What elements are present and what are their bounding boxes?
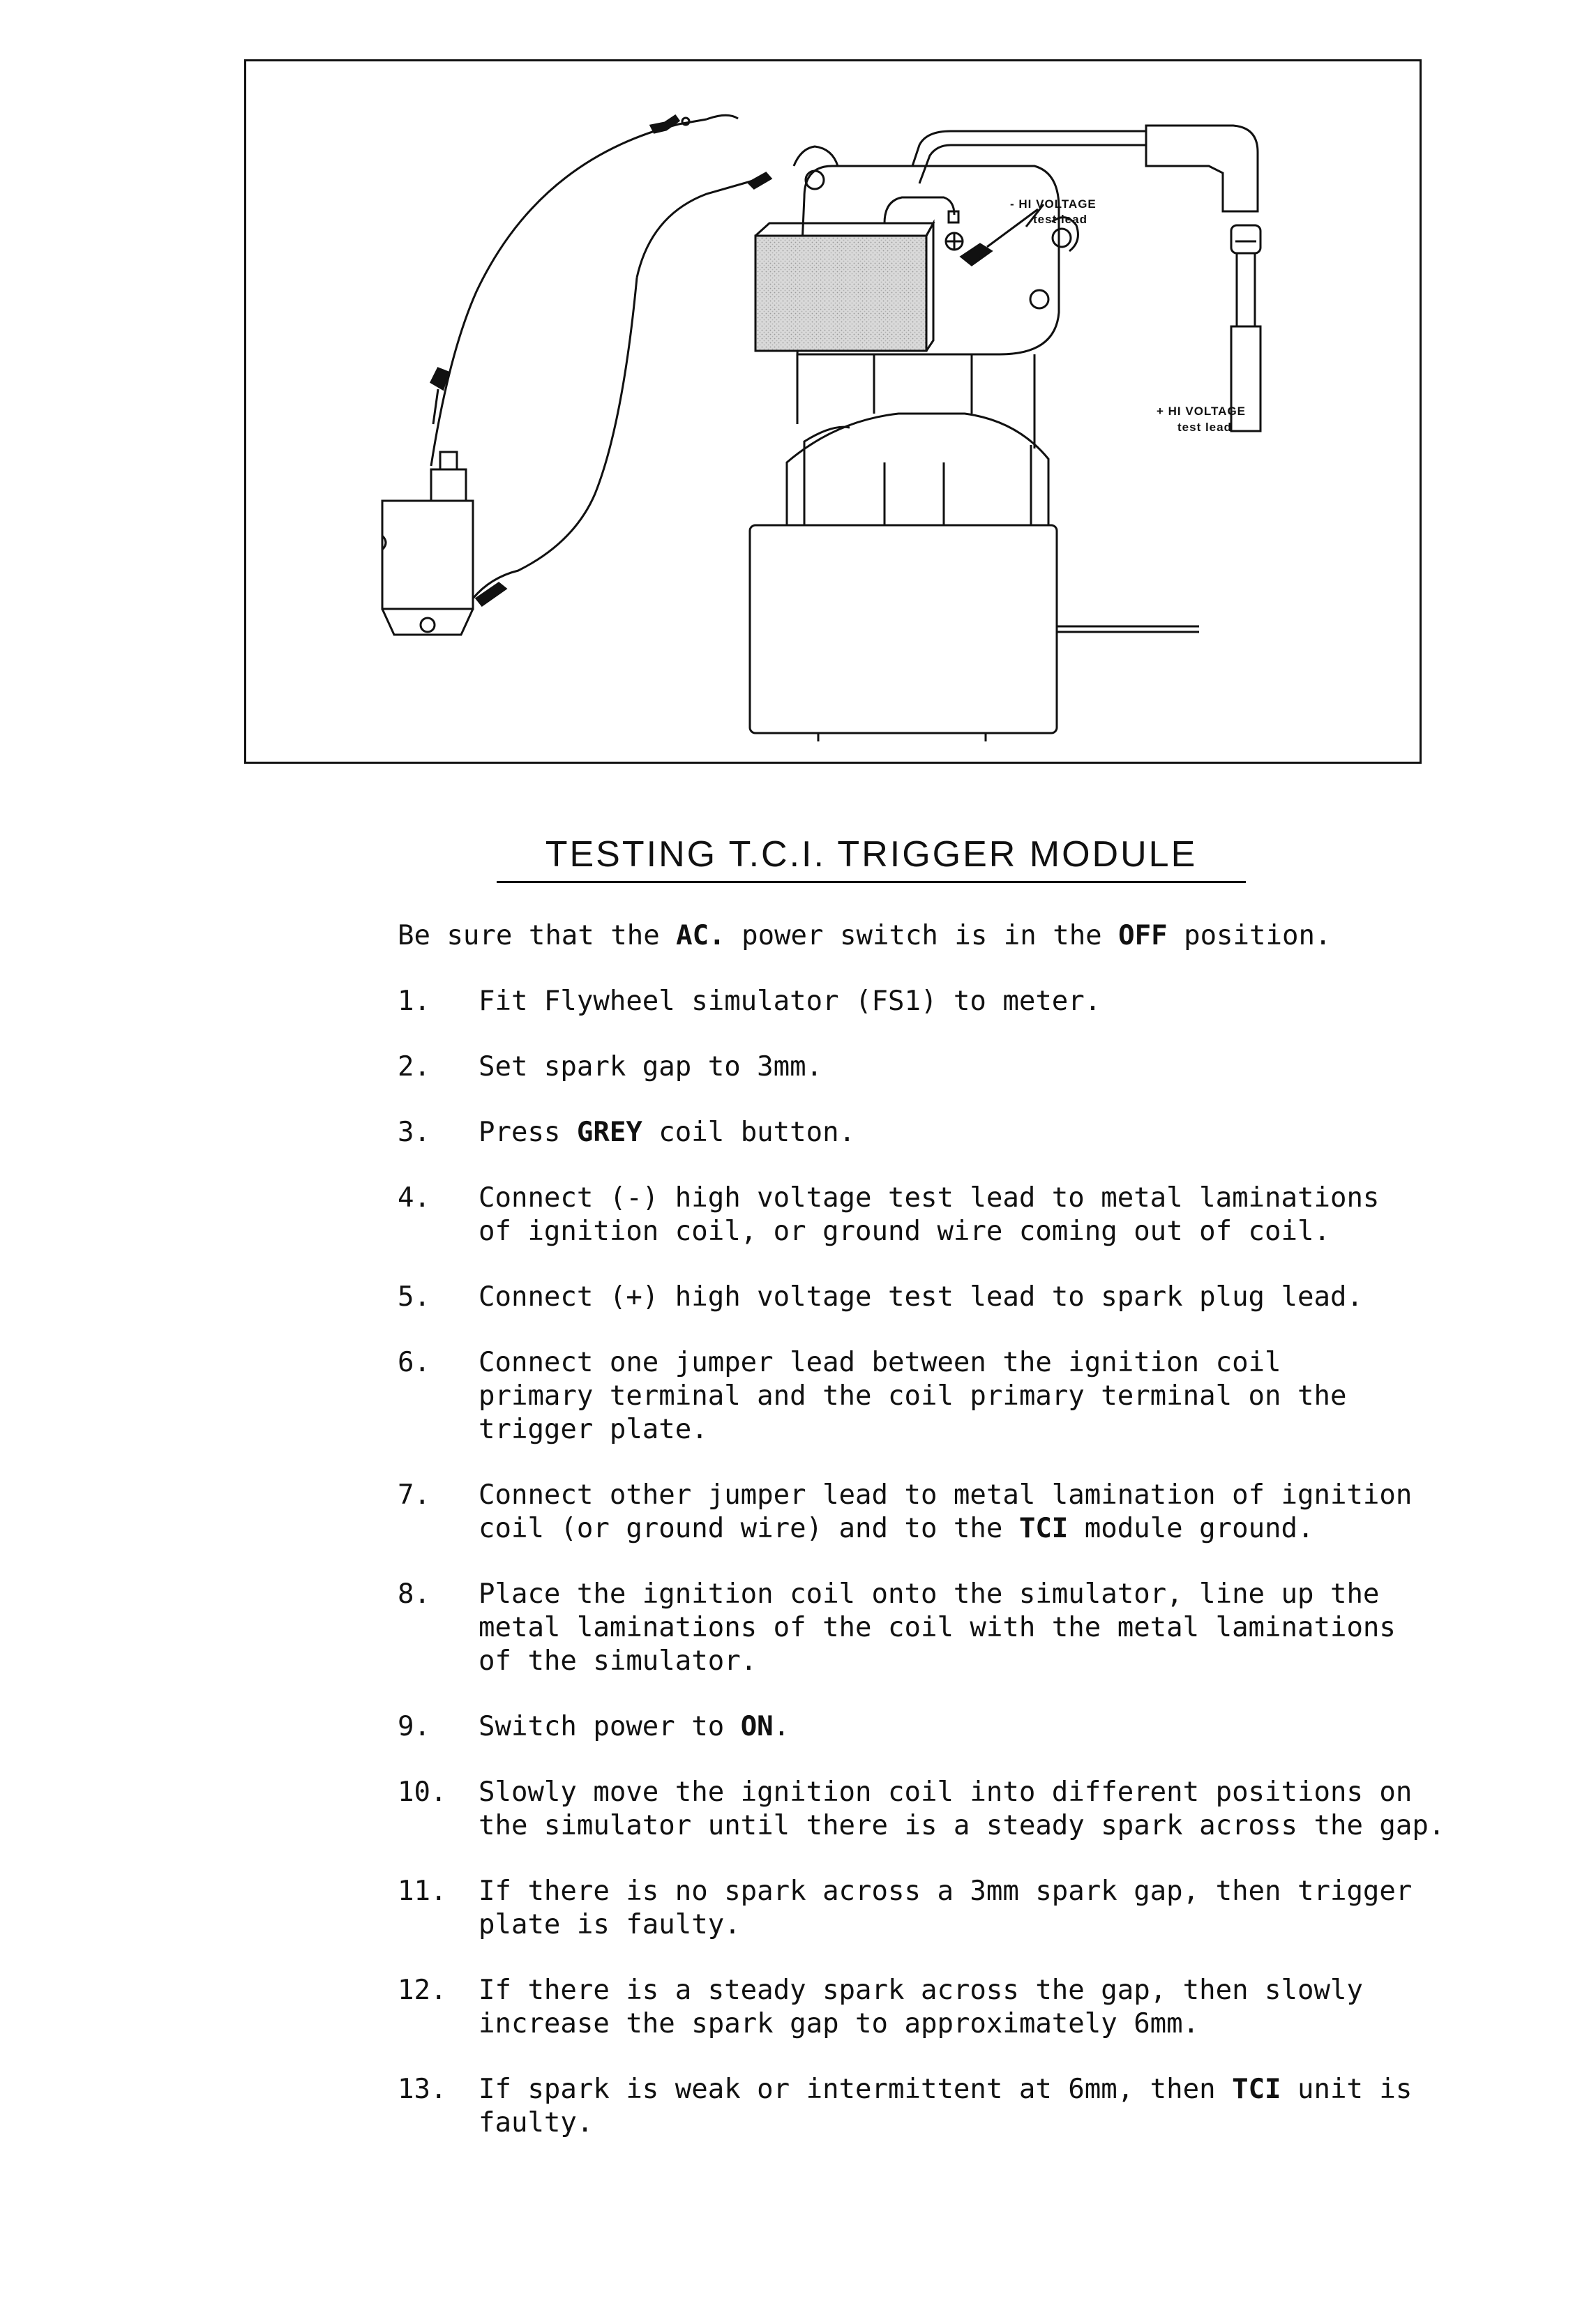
- step-number: 3.: [398, 1117, 430, 1148]
- simulator-pedestal: [787, 354, 1048, 525]
- step-number: 8.: [398, 1578, 430, 1610]
- pos-lead-label-line1: + HI VOLTAGE: [1157, 405, 1247, 418]
- negative-hv-test-lead: [961, 204, 1044, 265]
- test-steps-list: [398, 985, 1445, 2172]
- step-number: 11.: [398, 1876, 447, 1907]
- meter-base-box: [750, 525, 1199, 741]
- diagram-frame: [244, 59, 1422, 764]
- step-number: 5.: [398, 1281, 430, 1313]
- step-text: Connect (-) high voltage test lead to metal laminations of ignition coil, or ground wire coming out of coil.: [479, 1182, 1380, 1247]
- step-text: Fit Flywheel simulator (FS1) to meter.: [479, 986, 1101, 1017]
- step-item: [398, 1974, 1445, 2041]
- page-title: TESTING T.C.I. TRIGGER MODULE: [545, 834, 1198, 875]
- step-item: [398, 1182, 1445, 1249]
- step-text-bold: TCI: [1232, 2074, 1281, 2105]
- ignition-coil: [755, 236, 926, 351]
- mounting-hole-mid: [1030, 290, 1048, 308]
- step-text-pre: If spark is weak or intermittent at 6mm, then: [479, 2074, 1233, 2105]
- intro-paragraph: [398, 919, 1331, 953]
- jumper-lead-primary: [431, 115, 771, 466]
- step-number: 12.: [398, 1975, 447, 2006]
- step-text-post: unit is faulty.: [479, 2074, 1413, 2139]
- step-text: Set spark gap to 3mm.: [479, 1051, 823, 1083]
- step-text-pre: Connect other jumper lead to metal lamination of ignition coil (or ground wire) and to the: [479, 1479, 1413, 1544]
- step-item: [398, 1116, 1445, 1149]
- step-text: If there is a steady spark across the gap, then slowly increase the spark gap to approximately 6mm.: [479, 1975, 1363, 2039]
- step-number: 9.: [398, 1711, 430, 1742]
- neg-lead-label-line1: - HI VOLTAGE: [1010, 197, 1097, 211]
- step-number: 6.: [398, 1347, 430, 1378]
- step-text: Connect one jumper lead between the ignition coil primary terminal and the coil primary terminal on the trigger plate.: [479, 1347, 1347, 1445]
- intro-text-1: Be sure that the: [398, 920, 677, 951]
- step-text: [479, 1116, 1445, 1149]
- spark-plug-cap: [1146, 126, 1258, 211]
- step-item: [398, 1050, 1445, 1084]
- step-text: If there is no spark across a 3mm spark gap, then trigger plate is faulty.: [479, 1876, 1413, 1940]
- intro-bold-ac: AC.: [676, 920, 725, 951]
- step-item: [398, 985, 1445, 1018]
- step-text: [479, 1479, 1445, 1546]
- step-text-bold: GREY: [576, 1117, 642, 1148]
- step-number: 1.: [398, 986, 430, 1017]
- spark-plug-terminal: [1231, 225, 1260, 431]
- step-text-pre: Press: [479, 1117, 577, 1148]
- step-item: [398, 1346, 1445, 1447]
- step-text-bold: TCI: [1018, 1513, 1069, 1544]
- pos-lead-label-line2: test lead: [1177, 421, 1232, 434]
- step-text: Connect (+) high voltage test lead to spark plug lead.: [479, 1281, 1363, 1313]
- step-text: Slowly move the ignition coil into different positions on the simulator until there is a steady spark across the gap.: [479, 1777, 1445, 1841]
- step-text-pre: Switch power to: [479, 1711, 741, 1742]
- intro-bold-off: OFF: [1118, 920, 1168, 951]
- step-text-post: module ground.: [1068, 1513, 1314, 1544]
- step-item: [398, 1281, 1445, 1314]
- mounting-hole-right: [1053, 229, 1071, 247]
- title-underline: [497, 881, 1246, 883]
- step-text-post: coil button.: [642, 1117, 856, 1148]
- step-text: [479, 2073, 1445, 2140]
- intro-text-2: power switch is in the: [725, 920, 1119, 951]
- intro-text-3: position.: [1167, 920, 1332, 951]
- neg-lead-label-line2: test lead: [1033, 213, 1087, 226]
- step-item: [398, 1875, 1445, 1942]
- step-text: [479, 1710, 1445, 1744]
- step-text-bold: ON: [740, 1711, 774, 1742]
- step-number: 13.: [398, 2074, 447, 2105]
- tci-module: [382, 452, 473, 635]
- step-text-post: .: [773, 1711, 790, 1742]
- jumper-lead-ground: [473, 278, 637, 605]
- step-text: Place the ignition coil onto the simulator, line up the metal laminations of the coil with the metal laminations of the simulator.: [479, 1578, 1396, 1677]
- tci-test-diagram: [246, 61, 1420, 762]
- step-item: [398, 2073, 1445, 2140]
- step-item: [398, 1776, 1445, 1843]
- step-number: 7.: [398, 1479, 430, 1511]
- step-item: [398, 1578, 1445, 1678]
- step-item: [398, 1710, 1445, 1744]
- step-item: [398, 1479, 1445, 1546]
- step-number: 10.: [398, 1777, 447, 1808]
- step-number: 4.: [398, 1182, 430, 1214]
- step-number: 2.: [398, 1051, 430, 1083]
